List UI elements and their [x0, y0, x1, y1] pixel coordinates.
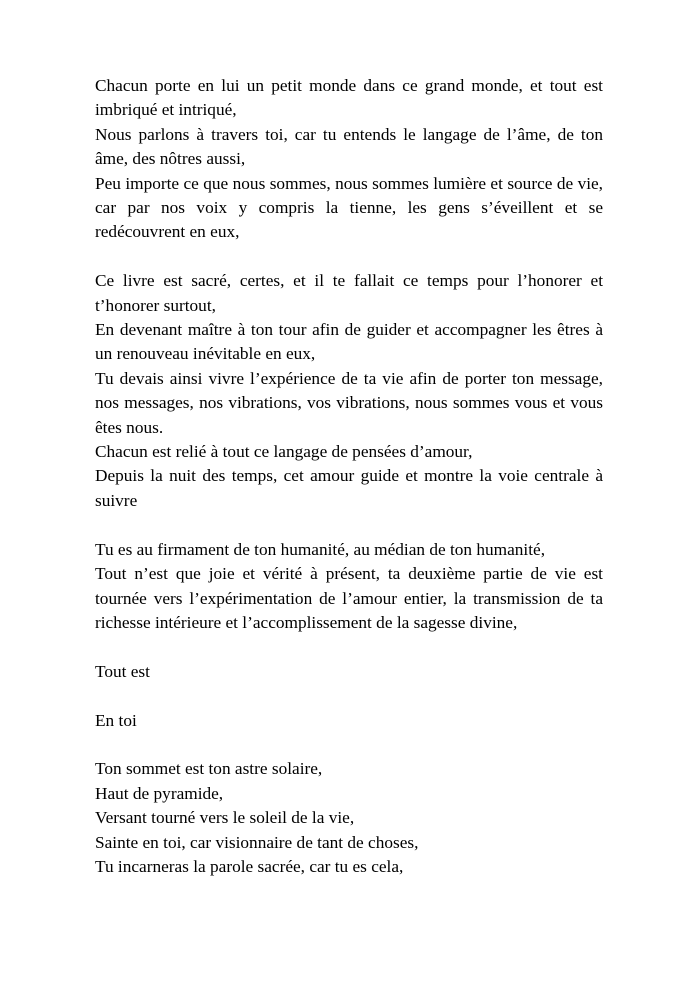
paragraph-line: Ce livre est sacré, certes, et il te fallait ce temps pour l’honorer et t’honorer surtout, [95, 271, 603, 315]
paragraph-line: Peu importe ce que nous sommes, nous sommes lumière et source de vie, car par nos voix y compris la tienne, les gens s’éveillent et se redécouvrent en eux, [95, 173, 603, 242]
stanza-gap [95, 635, 603, 659]
paragraph-line: Versant tourné vers le soleil de la vie, [95, 808, 355, 828]
paragraph-line: Tout n’est que joie et vérité à présent, ta deuxième partie de vie est tournée vers l’expérimentation de l’amour entier, la transmission de ta richesse intérieure et l’accomplissement de la sagesse divine, [95, 564, 603, 632]
paragraph-line: Haut de pyramide, [95, 783, 224, 803]
paragraph-line: Tu devais ainsi vivre l’expérience de ta vie afin de porter ton message, nos messages, nos vibrations, vos vibrations, nous sommes vous et vous êtes nous. [95, 368, 603, 437]
paragraph-line: Depuis la nuit des temps, cet amour guide et montre la voie centrale à suivre [95, 466, 603, 510]
line-en-toi: En toi [95, 710, 137, 730]
paragraph-line: Ton sommet est ton astre solaire, [95, 759, 323, 779]
stanza-gap [95, 245, 603, 269]
paragraph-line: Tu incarneras la parole sacrée, car tu es cela, [95, 856, 404, 876]
stanza-gap [95, 684, 603, 708]
paragraph-line: Nous parlons à travers toi, car tu entends le langage de l’âme, de ton âme, des nôtres aussi, [95, 124, 603, 169]
paragraph-line: Chacun porte en lui un petit monde dans ce grand monde, et tout est imbriqué et intriqué, [95, 76, 603, 120]
paragraph-line: Tu es au firmament de ton humanité, au médian de ton humanité, [95, 539, 546, 559]
line-tout-est: Tout est [95, 661, 150, 681]
stanza-gap [95, 513, 603, 537]
paragraph-line: Chacun est relié à tout ce langage de pensées d’amour, [95, 442, 473, 462]
stanza-gap [95, 733, 603, 757]
paragraph-line: En devenant maître à ton tour afin de guider et accompagner les êtres à un renouveau inévitable en eux, [95, 320, 603, 364]
stanza-4 [95, 757, 603, 879]
stanza-2 [95, 269, 603, 513]
document-body [95, 74, 603, 879]
stanza-3 [95, 538, 603, 636]
paragraph-line: Sainte en toi, car visionnaire de tant de choses, [95, 832, 419, 852]
stanza-1 [95, 74, 603, 245]
